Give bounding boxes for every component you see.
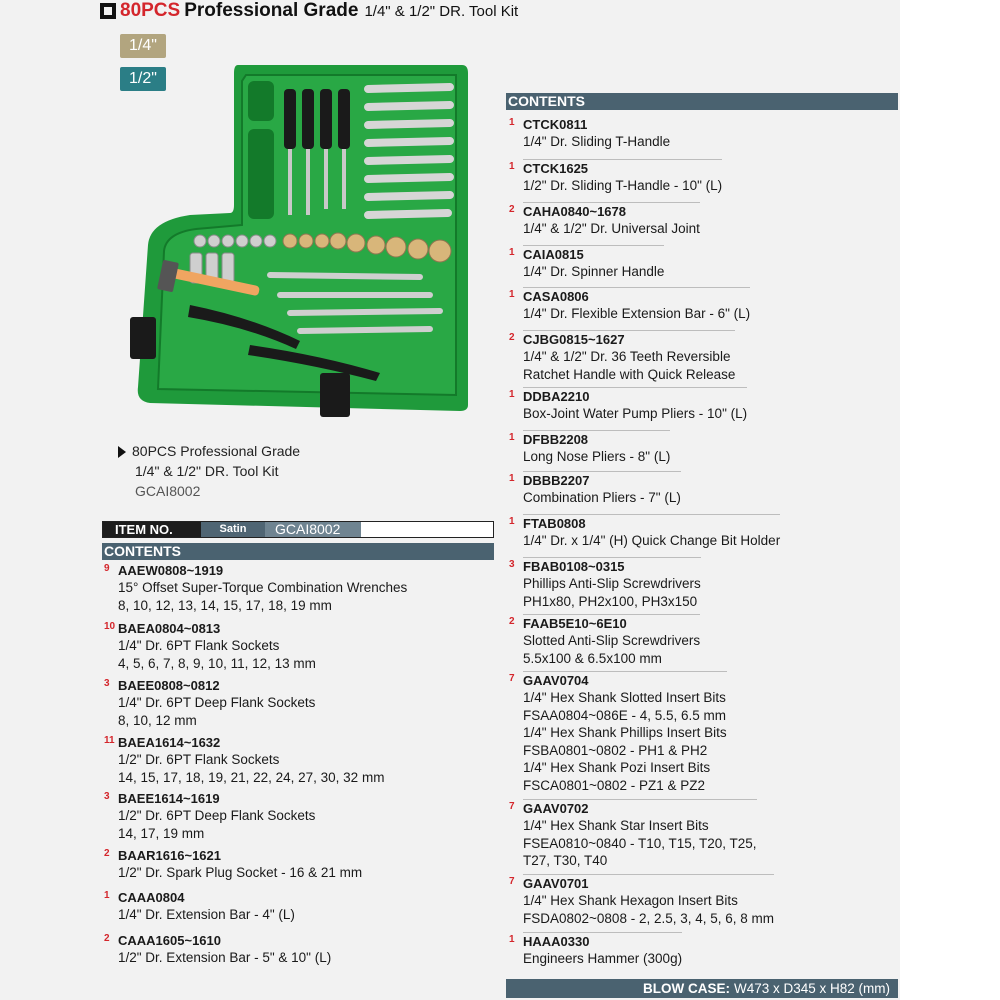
entry-code: FBAB0108~0315 (523, 559, 625, 574)
entry-quantity: 9 (104, 563, 110, 574)
blow-case-value: W473 x D345 x H82 (mm) (733, 981, 890, 996)
entry-quantity: 1 (509, 473, 515, 484)
contents-entry (509, 471, 681, 507)
caption-line-1: 80PCS Professional Grade (132, 443, 301, 459)
entry-quantity: 3 (104, 791, 110, 802)
contents-entry (104, 847, 363, 882)
entry-quantity: 10 (104, 621, 116, 632)
item-code: GCAI8002 (265, 522, 361, 537)
entry-quantity: 1 (509, 516, 515, 527)
entry-code: AAEW0808~1919 (118, 563, 224, 578)
entry-description: T27, T30, T40 (523, 853, 608, 868)
entry-code: GAAV0701 (523, 876, 589, 891)
contents-entry (509, 514, 781, 550)
contents-entry (509, 330, 736, 383)
entry-description: 1/4" Dr. Flexible Extension Bar - 6" (L) (523, 306, 751, 321)
contents-entry (104, 677, 316, 729)
drive-badge-quarter: 1/4" (120, 34, 166, 58)
entry-description: Combination Pliers - 7" (L) (523, 490, 681, 505)
entry-description: 1/4" Dr. Extension Bar - 4" (L) (118, 907, 295, 922)
entry-code: BAEA1614~1632 (118, 735, 221, 750)
entry-quantity: 2 (509, 332, 515, 343)
item-number-bar (102, 521, 494, 538)
entry-code: BAEE1614~1619 (118, 791, 220, 806)
blow-case-label: BLOW CASE: (642, 981, 730, 996)
entry-description: FSEA0810~0840 - T10, T15, T20, T25, (523, 835, 757, 851)
entry-description: Box-Joint Water Pump Pliers - 10" (L) (523, 406, 748, 421)
entry-description: 4, 5, 6, 7, 8, 9, 10, 11, 12, 13 mm (118, 655, 316, 671)
entry-description: 8, 10, 12, 13, 14, 15, 17, 18, 19 mm (118, 597, 332, 613)
entry-description: PH1x80, PH2x100, PH3x150 (523, 593, 698, 609)
entry-description: 14, 17, 19 mm (118, 825, 205, 841)
entry-code: DFBB2208 (523, 432, 589, 447)
entry-code: DBBB2207 (523, 473, 590, 488)
entry-code: GAAV0704 (523, 673, 589, 688)
entry-description: 1/4" Hex Shank Phillips Insert Bits (523, 725, 727, 740)
entry-description: 1/2" Dr. Sliding T-Handle - 10" (L) (523, 178, 723, 193)
page-title (100, 0, 518, 22)
entry-code: CAAA0804 (118, 890, 185, 905)
contents-entry (509, 387, 748, 423)
title-pcs: 80PCS (120, 0, 181, 21)
entry-description: 1/4" Hex Shank Pozi Insert Bits (523, 760, 711, 775)
entry-description: 1/2" Dr. 6PT Deep Flank Sockets (118, 808, 316, 823)
entry-quantity: 1 (509, 432, 515, 443)
entry-code: CAAA1605~1610 (118, 933, 221, 948)
contents-header-left: CONTENTS (102, 543, 494, 560)
contents-entry (509, 874, 775, 927)
entry-code: DDBA2210 (523, 389, 590, 404)
entry-description: Ratchet Handle with Quick Release (523, 366, 736, 382)
item-finish: Satin (201, 522, 265, 537)
contents-entry (509, 799, 757, 870)
title-square-icon (100, 3, 116, 19)
entry-quantity: 3 (509, 559, 515, 570)
tool-kit-case-image (130, 55, 470, 425)
entry-quantity: 1 (509, 934, 515, 945)
entry-description: 1/4" Hex Shank Star Insert Bits (523, 818, 709, 833)
entry-description: 1/4" Dr. Sliding T-Handle (523, 134, 671, 149)
entry-code: CAIA0815 (523, 247, 584, 262)
entry-code: HAAA0330 (523, 934, 590, 949)
entry-description: 8, 10, 12 mm (118, 712, 197, 728)
contents-entry (509, 116, 671, 151)
entry-description: FSBA0801~0802 - PH1 & PH2 (523, 742, 708, 758)
entry-description: Phillips Anti-Slip Screwdrivers (523, 576, 701, 591)
entry-code: FTAB0808 (523, 516, 586, 531)
entry-description: FSAA0804~086E - 4, 5.5, 6.5 mm (523, 707, 726, 723)
contents-entry (509, 557, 701, 610)
entry-description: Engineers Hammer (300g) (523, 951, 683, 966)
entry-description: 5.5x100 & 6.5x100 mm (523, 650, 662, 666)
entry-quantity: 1 (509, 161, 515, 172)
caption-line-3: GCAI8002 (135, 483, 201, 499)
entry-code: CTCK1625 (523, 161, 589, 176)
entry-quantity: 11 (104, 735, 115, 746)
product-caption (118, 441, 300, 501)
title-main: Professional Grade (184, 0, 359, 21)
entry-description: 1/4" Dr. x 1/4" (H) Quick Change Bit Holder (523, 533, 781, 548)
contents-entry (509, 287, 751, 323)
entry-quantity: 2 (104, 933, 110, 944)
entry-quantity: 1 (509, 389, 515, 400)
entry-quantity: 7 (509, 673, 515, 684)
entry-description: 1/4" Dr. 6PT Deep Flank Sockets (118, 695, 316, 710)
entry-quantity: 7 (509, 876, 515, 887)
entry-description: 1/4" & 1/2" Dr. 36 Teeth Reversible (523, 349, 731, 364)
contents-entry (509, 245, 665, 281)
contents-entry (509, 614, 701, 667)
entry-description: Long Nose Pliers - 8" (L) (523, 449, 671, 464)
entry-quantity: 7 (509, 801, 515, 812)
entry-code: CASA0806 (523, 289, 589, 304)
drive-badge-half: 1/2" (120, 67, 166, 91)
item-no-label: ITEM NO. (103, 522, 201, 537)
contents-entry (104, 734, 385, 786)
entry-quantity: 2 (104, 848, 110, 859)
contents-entry (104, 889, 295, 924)
entry-code: BAEE0808~0812 (118, 678, 220, 693)
entry-quantity: 1 (509, 247, 515, 258)
blow-case-bar (506, 979, 898, 998)
play-arrow-icon (118, 446, 126, 458)
entry-description: 1/4" Dr. Spinner Handle (523, 264, 665, 279)
entry-quantity: 3 (104, 678, 110, 689)
entry-description: 1/2" Dr. Extension Bar - 5" & 10" (L) (118, 950, 332, 965)
entry-code: BAAR1616~1621 (118, 848, 221, 863)
entry-description: 1/4" Hex Shank Slotted Insert Bits (523, 690, 726, 705)
entry-code: GAAV0702 (523, 801, 589, 816)
entry-code: CAHA0840~1678 (523, 204, 626, 219)
entry-quantity: 1 (104, 890, 110, 901)
entry-description: FSDA0802~0808 - 2, 2.5, 3, 4, 5, 6, 8 mm (523, 910, 775, 926)
contents-entry (104, 562, 408, 614)
contents-entry (104, 932, 332, 967)
entry-description: 15° Offset Super-Torque Combination Wrenches (118, 580, 408, 595)
contents-entry (509, 671, 727, 794)
entry-description: 1/2" Dr. Spark Plug Socket - 16 & 21 mm (118, 865, 363, 880)
entry-description: 1/4" Hex Shank Hexagon Insert Bits (523, 893, 738, 908)
entry-quantity: 1 (509, 117, 515, 128)
contents-entry (509, 430, 671, 466)
contents-entry (509, 932, 683, 968)
entry-description: 1/4" Dr. 6PT Flank Sockets (118, 638, 280, 653)
entry-description: 1/2" Dr. 6PT Flank Sockets (118, 752, 280, 767)
contents-header-right: CONTENTS (506, 93, 898, 110)
entry-code: CJBG0815~1627 (523, 332, 625, 347)
contents-entry (509, 202, 700, 238)
entry-description: Slotted Anti-Slip Screwdrivers (523, 633, 701, 648)
entry-quantity: 2 (509, 616, 515, 627)
entry-quantity: 1 (509, 289, 515, 300)
entry-description: 1/4" & 1/2" Dr. Universal Joint (523, 221, 700, 236)
contents-entry (509, 159, 723, 195)
entry-code: CTCK0811 (523, 117, 588, 132)
caption-line-2: 1/4" & 1/2" DR. Tool Kit (135, 463, 279, 479)
title-sub: 1/4" & 1/2" DR. Tool Kit (364, 2, 519, 20)
entry-quantity: 2 (509, 204, 515, 215)
contents-entry (104, 790, 316, 842)
entry-description: FSCA0801~0802 - PZ1 & PZ2 (523, 777, 705, 793)
contents-entry (104, 620, 316, 672)
entry-code: BAEA0804~0813 (118, 621, 221, 636)
entry-code: FAAB5E10~6E10 (523, 616, 627, 631)
entry-description: 14, 15, 17, 18, 19, 21, 22, 24, 27, 30, 32 mm (118, 769, 385, 785)
